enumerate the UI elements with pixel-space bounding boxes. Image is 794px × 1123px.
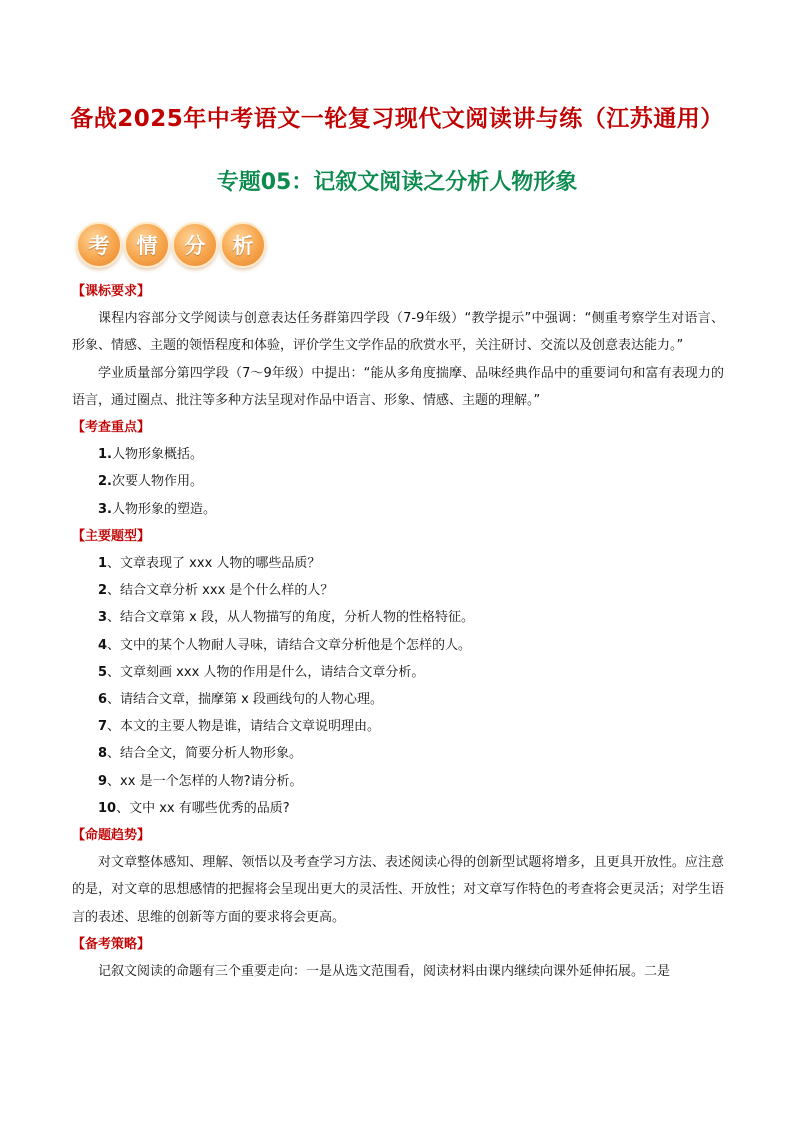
list-item xyxy=(72,496,724,523)
list-item xyxy=(72,632,724,659)
list-item xyxy=(72,768,724,795)
list-number: 2. xyxy=(98,474,112,490)
list-number: 2 xyxy=(98,583,108,599)
list-text: 、结合全文，简要分析人物形象。 xyxy=(107,746,303,762)
list-number: 9 xyxy=(98,773,108,789)
sub-title: 专题05：记叙文阅读之分析人物形象 xyxy=(216,170,578,195)
list-item xyxy=(72,604,724,631)
paragraph: 课程内容部分文学阅读与创意表达任务群第四学段（7-9年级）“教学提示”中强调：“侧重考察学生对语言、形象、情感、主题的领悟程度和体验，评价学生文学作品的欣赏水平，关注研讨、交流以及创意表达能力。” xyxy=(72,311,724,354)
list-text: 、文章表现了 xxx 人物的哪些品质？ xyxy=(107,556,321,572)
list-text: 、结合文章分析 xxx 是个什么样的人？ xyxy=(107,583,334,599)
list-number: 6 xyxy=(98,692,108,708)
badge-char-2: 情 xyxy=(124,222,170,268)
list-item xyxy=(72,713,724,740)
list-number: 3 xyxy=(98,610,108,626)
paragraph: 记叙文阅读的命题有三个重要走向：一是从选文范围看，阅读材料由课内继续向课外延伸拓展。二是 xyxy=(98,964,671,980)
main-title: 备战2025年中考语文一轮复习现代文阅读讲与练（江苏通用） xyxy=(70,106,724,132)
section-heading-zhongdian: 【考查重点】 xyxy=(72,420,151,436)
list-text: 、xx 是一个怎样的人物?请分析。 xyxy=(107,773,303,789)
list-number: 8 xyxy=(98,746,108,762)
paragraph: 对文章整体感知、理解、领悟以及考查学习方法、表述阅读心得的创新型试题将增多，且更具开放性。应注意的是，对文章的思想感情的把握将会呈现出更大的灵活性、开放性；对文章写作特色的考查将会更灵活；对学生语言的表述、思维的创新等方面的要求将会更高。 xyxy=(72,855,724,925)
list-item xyxy=(72,550,724,577)
list-number: 1. xyxy=(98,447,112,463)
list-item xyxy=(72,441,724,468)
list-text: 、文章刻画 xxx 人物的作用是什么，请结合文章分析。 xyxy=(107,664,425,680)
list-number: 1 xyxy=(98,556,108,572)
section-badge-kaoqing-fenxi xyxy=(76,222,266,266)
list-number: 3. xyxy=(98,501,112,517)
list-text: 、请结合文章，揣摩第 x 段画线句的人物心理。 xyxy=(107,692,384,708)
section-heading-celue: 【备考策略】 xyxy=(72,936,151,952)
badge-char-3: 分 xyxy=(172,222,218,268)
section-heading-kebiao: 【课标要求】 xyxy=(72,284,151,299)
section-heading-qushi: 【命题趋势】 xyxy=(72,828,151,844)
list-number: 7 xyxy=(98,719,108,735)
list-text: 人物形象的塑造。 xyxy=(111,501,216,517)
badge-char-4: 析 xyxy=(220,222,266,268)
list-item xyxy=(72,686,724,713)
list-number: 4 xyxy=(98,637,108,653)
list-item xyxy=(72,740,724,767)
list-number: 5 xyxy=(98,664,108,680)
list-text: 、本文的主要人物是谁，请结合文章说明理由。 xyxy=(107,719,381,735)
document-body xyxy=(72,278,724,985)
list-text: 、结合文章第 x 段，从人物描写的角度，分析人物的性格特征。 xyxy=(107,610,475,626)
list-text: 、文中的某个人物耐人寻味，请结合文章分析他是个怎样的人。 xyxy=(107,637,472,653)
list-item xyxy=(72,795,724,822)
list-item xyxy=(72,659,724,686)
list-number: 10 xyxy=(98,800,117,816)
paragraph: 学业质量部分第四学段（7～9年级）中提出：“能从多角度揣摩、品味经典作品中的重要词句和富有表现力的语言，通过圈点、批注等多种方法呈现对作品中语言、形象、情感、主题的理解。” xyxy=(72,365,724,408)
section-heading-tixing: 【主要题型】 xyxy=(72,528,151,544)
list-text: 人物形象概括。 xyxy=(111,447,203,463)
list-text: 、文中 xx 有哪些优秀的品质? xyxy=(116,800,290,816)
list-item xyxy=(72,468,724,495)
list-item xyxy=(72,577,724,604)
list-text: 次要人物作用。 xyxy=(111,474,203,490)
badge-char-1: 考 xyxy=(76,222,122,268)
